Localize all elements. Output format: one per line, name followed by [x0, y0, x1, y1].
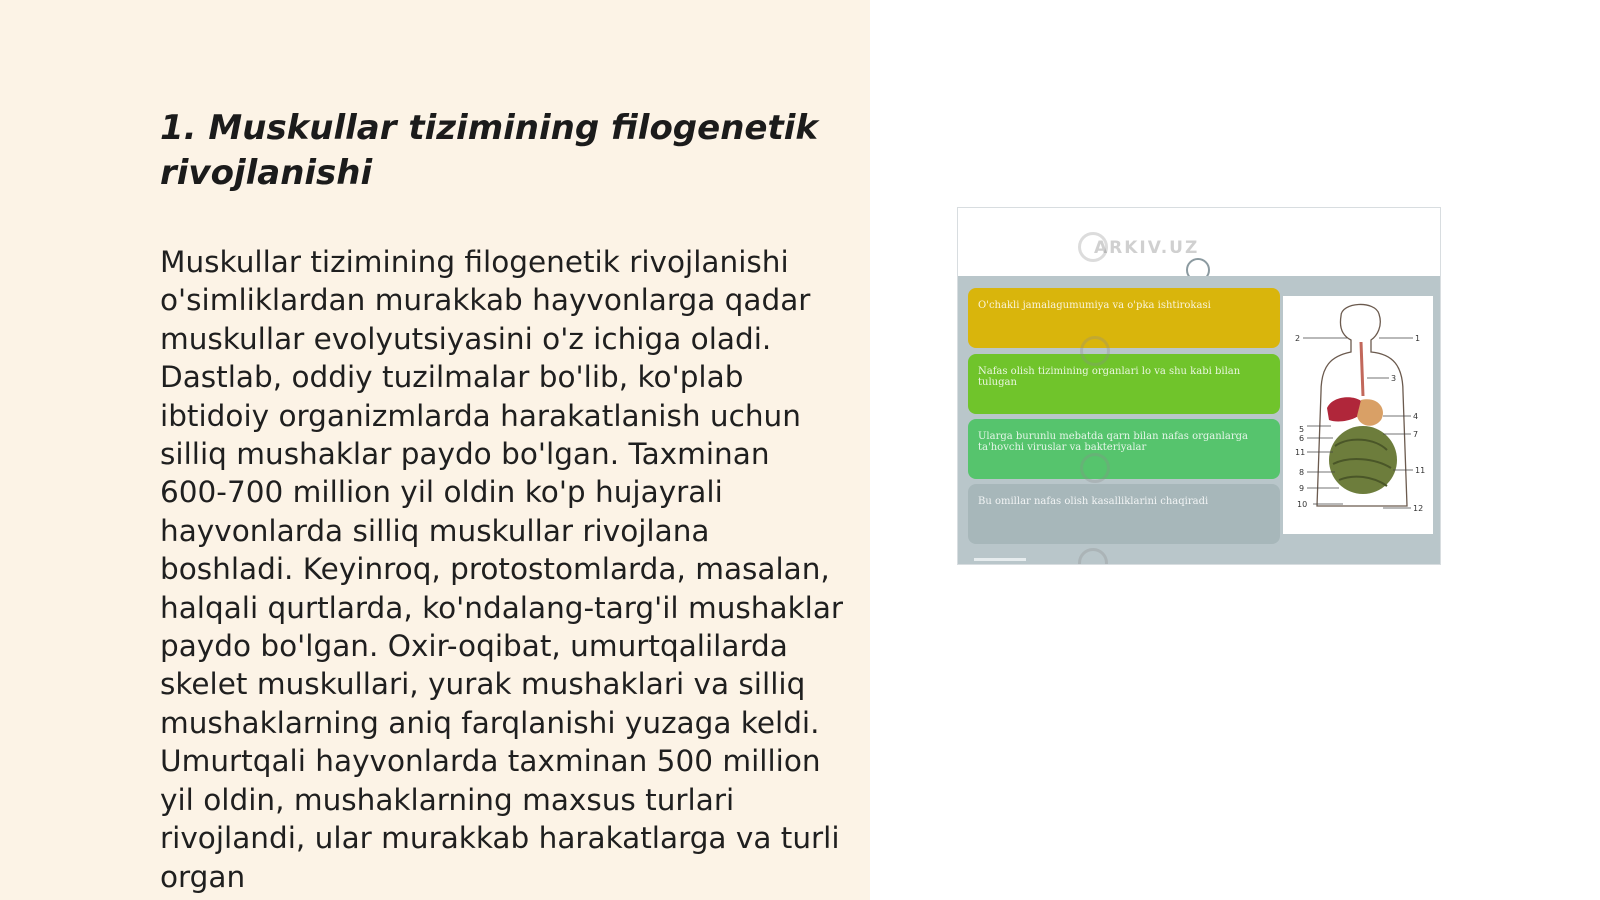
figure-watermark: ARKIV.UZ	[1094, 238, 1200, 258]
diagram-label: 2	[1295, 334, 1301, 343]
figure-text-bar: Nafas olish tizimining organlari lo va shu kabi bilan tulugan	[968, 354, 1280, 414]
figure-text-bar: Ularga burunlu mebatda qarn bilan nafas organlarga ta'hovchi viruslar va bakteriyalar	[968, 419, 1280, 479]
digestive-system-diagram	[1283, 296, 1433, 534]
diagram-label: 11	[1295, 448, 1306, 457]
diagram-label: 9	[1299, 484, 1305, 493]
diagram-label: 8	[1299, 468, 1305, 477]
diagram-label: 5	[1299, 425, 1305, 434]
digestive-system-illustration	[1283, 296, 1433, 534]
diagram-label: 3	[1391, 374, 1397, 383]
diagram-label: 1	[1415, 334, 1421, 343]
watermark-ring-icon	[1080, 453, 1110, 483]
diagram-label: 11	[1415, 466, 1426, 475]
diagram-label: 6	[1299, 434, 1305, 443]
diagram-label: 7	[1413, 430, 1419, 439]
slide-body-text: Muskullar tizimining filogenetik rivojlanishi o'simliklardan murakkab hayvonlarga qadar muskullar evolyutsiyasini o'z ichiga oladi. Dastlab, oddiy tuzilmalar bo'lib, ko'plab ibtidoiy organizmlarda harakatlanish uchun silliq mushaklar paydo bo'lgan. Taxminan 600-700 million yil oldin ko'p hujayrali hayvonlarda silliq muskullar rivojlana boshladi. Keyinroq, protostomlarda, masalan, halqali qurtlarda, ko'ndalang-targ'il mushaklar paydo bo'lgan. Oxir-oqibat, umurtqalilarda skelet muskullari, yurak mushaklari va silliq mushaklarning aniq farqlanishi yuzaga keldi. Umurtqali hayvonlarda taxminan 500 million yil oldin, mushaklarning maxsus turlari rivojlandi, ular murakkab harakatlarga va turli organ	[160, 245, 844, 894]
figure-text-bar: Bu omillar nafas olish kasalliklarini chaqiradi	[968, 484, 1280, 544]
figure-footer-divider	[974, 558, 1026, 561]
slide-title: 1. Muskullar tizimining filogenetik rivojlanishi	[160, 108, 818, 193]
figure-text-bar: O'chakli jamalagumumiya va o'pka ishtirokasi	[968, 288, 1280, 348]
diagram-label: 4	[1413, 412, 1419, 421]
watermark-ring-icon	[1080, 336, 1110, 366]
diagram-label: 12	[1413, 504, 1424, 513]
diagram-label: 10	[1297, 500, 1308, 509]
embedded-figure[interactable]	[957, 207, 1441, 565]
